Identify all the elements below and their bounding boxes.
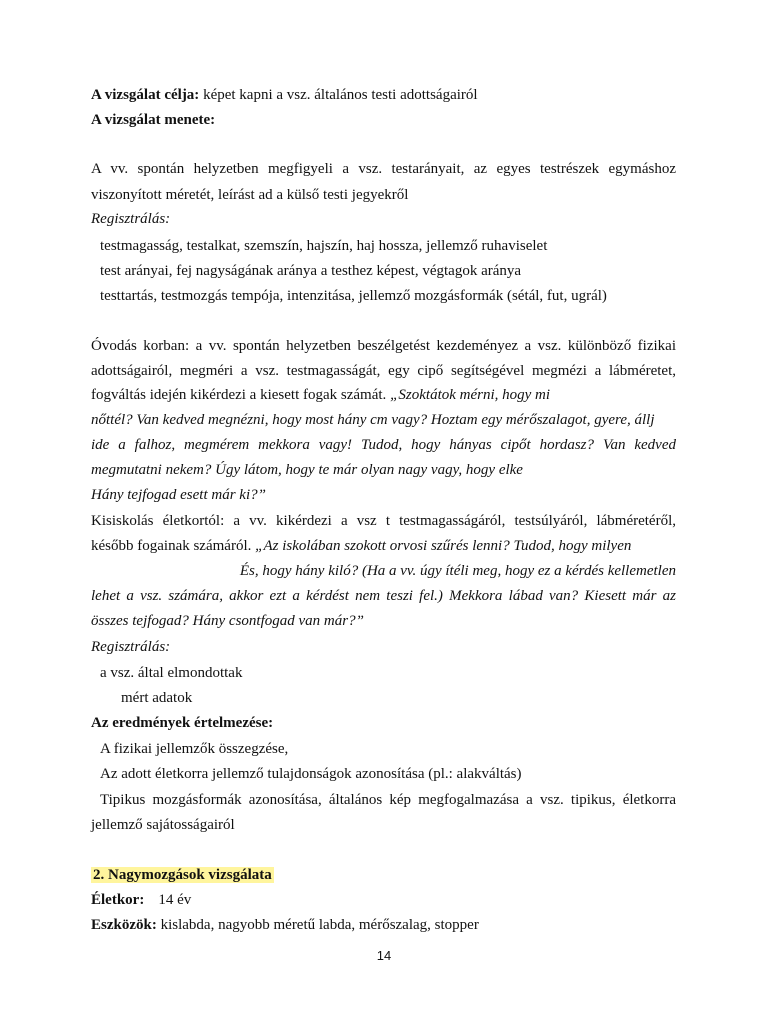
kindergarten-line-3-text: fogváltás idején kikérdezi a kiesett fogak számát. [91,387,391,403]
registration-label-2: Regisztrálás: [91,639,171,655]
interpretation-heading: Az eredmények értelmezése: [91,715,274,731]
interpretation-item-3-line-2: jellemző sajátosságairól [91,817,235,833]
registration-label-1: Regisztrálás: [91,211,171,227]
age-line [91,891,676,910]
school-line-3: És, hogy hány kiló? (Ha a vv. úgy ítéli meg, hogy ez a kérdés kellemetlen [239,563,676,579]
tools-label: Eszközök: [91,917,157,933]
page-number: 14 [376,948,392,963]
goal-text: képet kapni a vsz. általános testi adottságairól [199,87,478,103]
interpretation-item-2: Az adott életkorra jellemző tulajdonságok azonosítása (pl.: alakváltás) [100,766,522,782]
registration2-item-1: a vsz. által elmondottak [100,665,243,681]
school-line-1: Kisiskolás életkortól: a vv. kikérdezi a vsz t testmagasságáról, testsúlyáról, lábméretéről, [91,513,676,529]
tools-line [91,916,676,935]
section-2-title-line [91,866,676,885]
goal-line [91,86,676,105]
school-line-5: összes tejfogad? Hány csontfogad van már?” [91,613,364,629]
kindergarten-line-4: nőttél? Van kedved megnézni, hogy most hány cm vagy? Hoztam egy mérőszalagot, gyere, állj [91,412,655,428]
kindergarten-line-2: adottságairól, megméri a vsz. testmagasságát, egy cipő segítségével megmézi a lábméretet, [91,363,676,379]
interpretation-item-3-line-1: Tipikus mozgásformák azonosítása, általános kép megfogalmazása a vsz. tipikus, életkorra [100,792,676,808]
registration-item-2: test arányai, fej nagyságának aránya a testhez képest, végtagok aránya [100,263,522,279]
age-label: Életkor: [91,892,145,908]
intro-line-2: viszonyított méretét, leírást ad a külső testi jegyekről [91,187,409,203]
interpretation-item-1: A fizikai jellemzők összegzése, [100,741,289,757]
school-line-2-quote: „Az iskolában szokott orvosi szűrés lenni? Tudod, hogy milyen [255,538,632,554]
registration-item-3: testtartás, testmozgás tempója, intenzitása, jellemző mozgásformák (sétál, fut, ugrál) [100,288,607,304]
process-heading: A vizsgálat menete: [91,112,216,128]
age-value: 14 év [158,892,192,908]
tools-value: kislabda, nagyobb méretű labda, mérőszalag, stopper [156,917,479,933]
kindergarten-line-7: Hány tejfogad esett már ki?” [91,487,266,503]
school-line-2 [91,537,676,556]
kindergarten-line-6: megmutatni nekem? Úgy látom, hogy te már olyan nagy vagy, hogy elke [91,462,523,478]
kindergarten-line-1: Óvodás korban: a vv. spontán helyzetben beszélgetést kezdeményez a vsz. különböző fizikai [91,338,676,354]
section-2-title: 2. Nagymozgások vizsgálata [93,867,272,883]
registration2-item-2: mért adatok [121,690,193,706]
kindergarten-line-3 [91,386,676,405]
kindergarten-line-3-quote: „Szoktátok mérni, hogy mi [390,387,551,403]
school-line-4: lehet a vsz. számára, akkor ezt a kérdést nem teszi fel.) Mekkora lábad van? Kiesett már az [91,588,676,604]
kindergarten-line-5: ide a falhoz, megmérem mekkora vagy! Tudod, hogy hányas cipőt hordasz? Van kedved [91,437,676,453]
intro-line-1: A vv. spontán helyzetben megfigyeli a vsz. testarányait, az egyes testrészek egymáshoz [91,161,676,177]
school-line-2-text: később fogainak számáról. [91,538,256,554]
registration-item-1: testmagasság, testalkat, szemszín, hajszín, haj hossza, jellemző ruhaviselet [100,238,548,254]
goal-label: A vizsgálat célja: [91,87,200,103]
